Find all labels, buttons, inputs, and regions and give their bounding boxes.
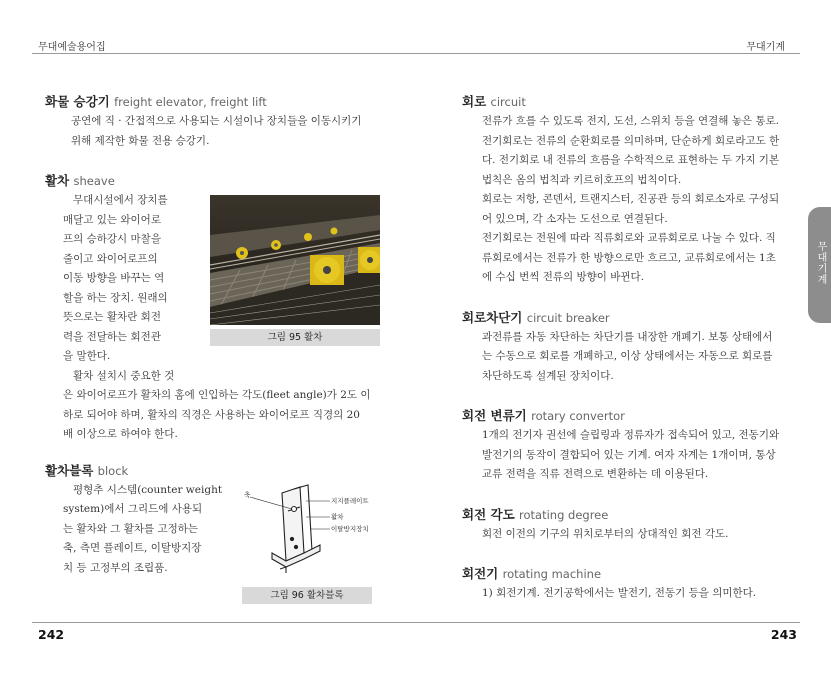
body-line: 발전기의 동작이 결합되어 있는 기계. 여자 자계는 1개이며, 통상 <box>482 448 776 461</box>
body-line: 을 말한다. <box>63 350 111 362</box>
entry-title-ko: 회로차단기 <box>462 309 523 325</box>
sheave-wrap <box>45 191 380 386</box>
body-line: system)에서 그리드에 사용되 <box>63 503 203 515</box>
label-support-plate: 지지플레이트 <box>331 496 369 505</box>
entry-title-ko: 회로 <box>462 94 487 109</box>
body-line: 는 수동으로 회로를 개폐하고, 이상 상태에서는 자동으로 회로를 <box>482 350 773 362</box>
entry-title <box>462 92 792 112</box>
body-line: 교류 전력을 직류 전력으로 변환하는 데 이용된다. <box>482 468 709 480</box>
body-line: 력을 전달하는 회전관 <box>63 330 161 343</box>
header-rule <box>32 53 800 54</box>
entry-title-ko: 활차블록 <box>45 462 94 478</box>
footer-rule <box>32 622 800 623</box>
running-head-left: 무대예술용어집 <box>38 42 106 53</box>
entry-title-en: circuit breaker <box>526 310 610 325</box>
body-line: 에 수십 번씩 전류의 방향이 바뀐다. <box>482 271 645 283</box>
entry-title-en: rotating machine <box>502 567 602 581</box>
page-number-right: 243 <box>770 627 797 642</box>
body-line: 줄이고 와이어로프의 <box>63 252 158 265</box>
entry-body <box>45 112 380 151</box>
body-line: 하로 되어야 하며, 활차의 직경은 사용하는 와이어로프 직경의 20 <box>63 408 360 421</box>
figure-96 <box>242 483 372 604</box>
entry-title <box>462 406 792 426</box>
entry-title-en: rotary convertor <box>531 409 625 423</box>
entry-body <box>462 112 792 288</box>
entry-sheave <box>45 171 380 445</box>
entry-body <box>462 426 792 485</box>
entry-body <box>63 191 194 386</box>
entry-title <box>45 461 380 481</box>
entry-rotary-convertor <box>462 406 792 485</box>
entry-title <box>462 564 792 584</box>
body-line: 프의 승하강시 마찰을 <box>63 233 161 245</box>
entry-title-en: rotating degree <box>519 507 609 522</box>
label-axis: 축 <box>244 490 251 499</box>
label-sheave: 활차 <box>331 512 344 521</box>
entry-title-ko: 회전기 <box>462 566 499 581</box>
body-line: 는 활차와 그 활차를 고정하는 <box>63 522 199 535</box>
sheave-photo-illustration <box>210 195 380 325</box>
left-column <box>45 92 380 604</box>
chapter-side-tab[interactable] <box>808 207 831 323</box>
body-line: 1) 회전기계. 전기공학에서는 발전기, 전동기 등을 의미한다. <box>482 587 757 599</box>
body-line: 치 등 고정부의 조립품. <box>63 561 168 574</box>
sheave-block-diagram <box>242 483 372 579</box>
entry-body-continued <box>45 386 380 445</box>
entry-body <box>462 525 792 545</box>
body-line: 활차 설치시 중요한 것 <box>73 369 175 382</box>
body-line: 배 이상으로 하여야 한다. <box>63 428 178 440</box>
entry-block <box>45 461 380 604</box>
body-line: 차단하도록 설계된 장치이다. <box>482 369 614 382</box>
entry-title <box>462 308 792 328</box>
body-line: 전기회로는 전원에 따라 직류회로와 교류회로로 나눌 수 있다. 직 <box>482 232 776 244</box>
entry-rotating-machine <box>462 564 792 604</box>
block-wrap <box>45 481 380 604</box>
body-line: 회로는 저항, 콘덴서, 트랜지스터, 진공관 등의 회로소자로 구성되 <box>482 193 780 205</box>
body-line: 이동 방향을 바꾸는 역 <box>63 272 165 284</box>
entry-body <box>63 481 223 604</box>
side-tab-label: 무대기계 <box>815 241 826 285</box>
entry-circuit <box>462 92 792 288</box>
body-line: 뜻으로는 활차란 회전 <box>63 311 161 323</box>
entry-circuit-breaker <box>462 308 792 387</box>
body-line: 공연에 직 · 간접적으로 사용되는 시설이나 장치들을 이동시키기 <box>71 115 362 127</box>
body-line: 과전류를 자동 차단하는 차단기를 내장한 개폐기. 보통 상태에서 <box>482 330 773 343</box>
entry-title-en: block <box>97 463 129 478</box>
body-line: 평형추 시스템(counter weight <box>73 483 223 496</box>
right-column <box>462 92 792 604</box>
entry-title-ko: 회전 각도 <box>462 506 515 522</box>
running-head-right: 무대기계 <box>746 42 785 53</box>
body-line: 전기회로는 전류의 순환회로를 의미하며, 단순하게 회로라고도 한 <box>482 134 780 147</box>
entry-title-en: circuit <box>490 95 526 109</box>
entry-title-ko: 화물 승강기 <box>45 94 110 109</box>
page-number-left: 242 <box>38 627 65 642</box>
body-line: 무대시설에서 장치를 <box>73 194 168 206</box>
entry-body <box>462 584 792 604</box>
body-line: 류회로에서는 전류가 한 방향으로만 흐르고, 교류회로에서는 1초 <box>482 251 776 264</box>
entry-title-ko: 회전 변류기 <box>462 408 527 423</box>
body-line: 축, 측면 플레이트, 이탈방지장 <box>63 542 202 554</box>
entry-freight-elevator <box>45 92 380 151</box>
body-line: 법칙은 옴의 법칙과 키르히호프의 법칙이다. <box>482 173 682 186</box>
body-line: 할을 하는 장치. 원래의 <box>63 291 168 304</box>
entry-title <box>45 171 380 191</box>
body-line: 매달고 있는 와이어로 <box>63 213 161 226</box>
body-line: 1개의 전기자 권선에 슬립링과 정류자가 접속되어 있고, 전동기와 <box>482 429 780 441</box>
body-line: 다. 전기회로 내 전류의 흐름을 수학적으로 표현하는 두 가지 기본 <box>482 154 780 166</box>
label-anti-derail: 이탈방지장치 <box>331 524 369 533</box>
figure-95-caption: 그림 95 활차 <box>210 329 380 346</box>
entry-title-en: freight elevator, freight lift <box>114 95 267 109</box>
body-line: 전류가 흐를 수 있도록 전지, 도선, 스위치 등을 연결해 놓은 통로. <box>482 115 779 127</box>
figure-96-caption: 그림 96 활차블록 <box>242 587 372 604</box>
entry-title-en: sheave <box>73 174 115 188</box>
figure-95 <box>210 195 380 386</box>
entry-title-ko: 활차 <box>45 173 70 188</box>
body-line: 위해 제작한 화물 전용 승강기. <box>71 134 210 147</box>
entry-title <box>45 92 380 112</box>
sheave-photo <box>210 195 380 325</box>
body-line: 어 있으며, 각 소자는 도선으로 연결된다. <box>482 212 668 225</box>
entry-title <box>462 505 792 525</box>
entry-rotating-degree <box>462 505 792 545</box>
body-line: 회전 이전의 기구의 위치로부터의 상대적인 회전 각도. <box>482 527 729 540</box>
entry-body <box>462 328 792 387</box>
body-line: 은 와이어로프가 활차의 홈에 인입하는 각도(fleet angle)가 2도 이 <box>63 389 371 401</box>
